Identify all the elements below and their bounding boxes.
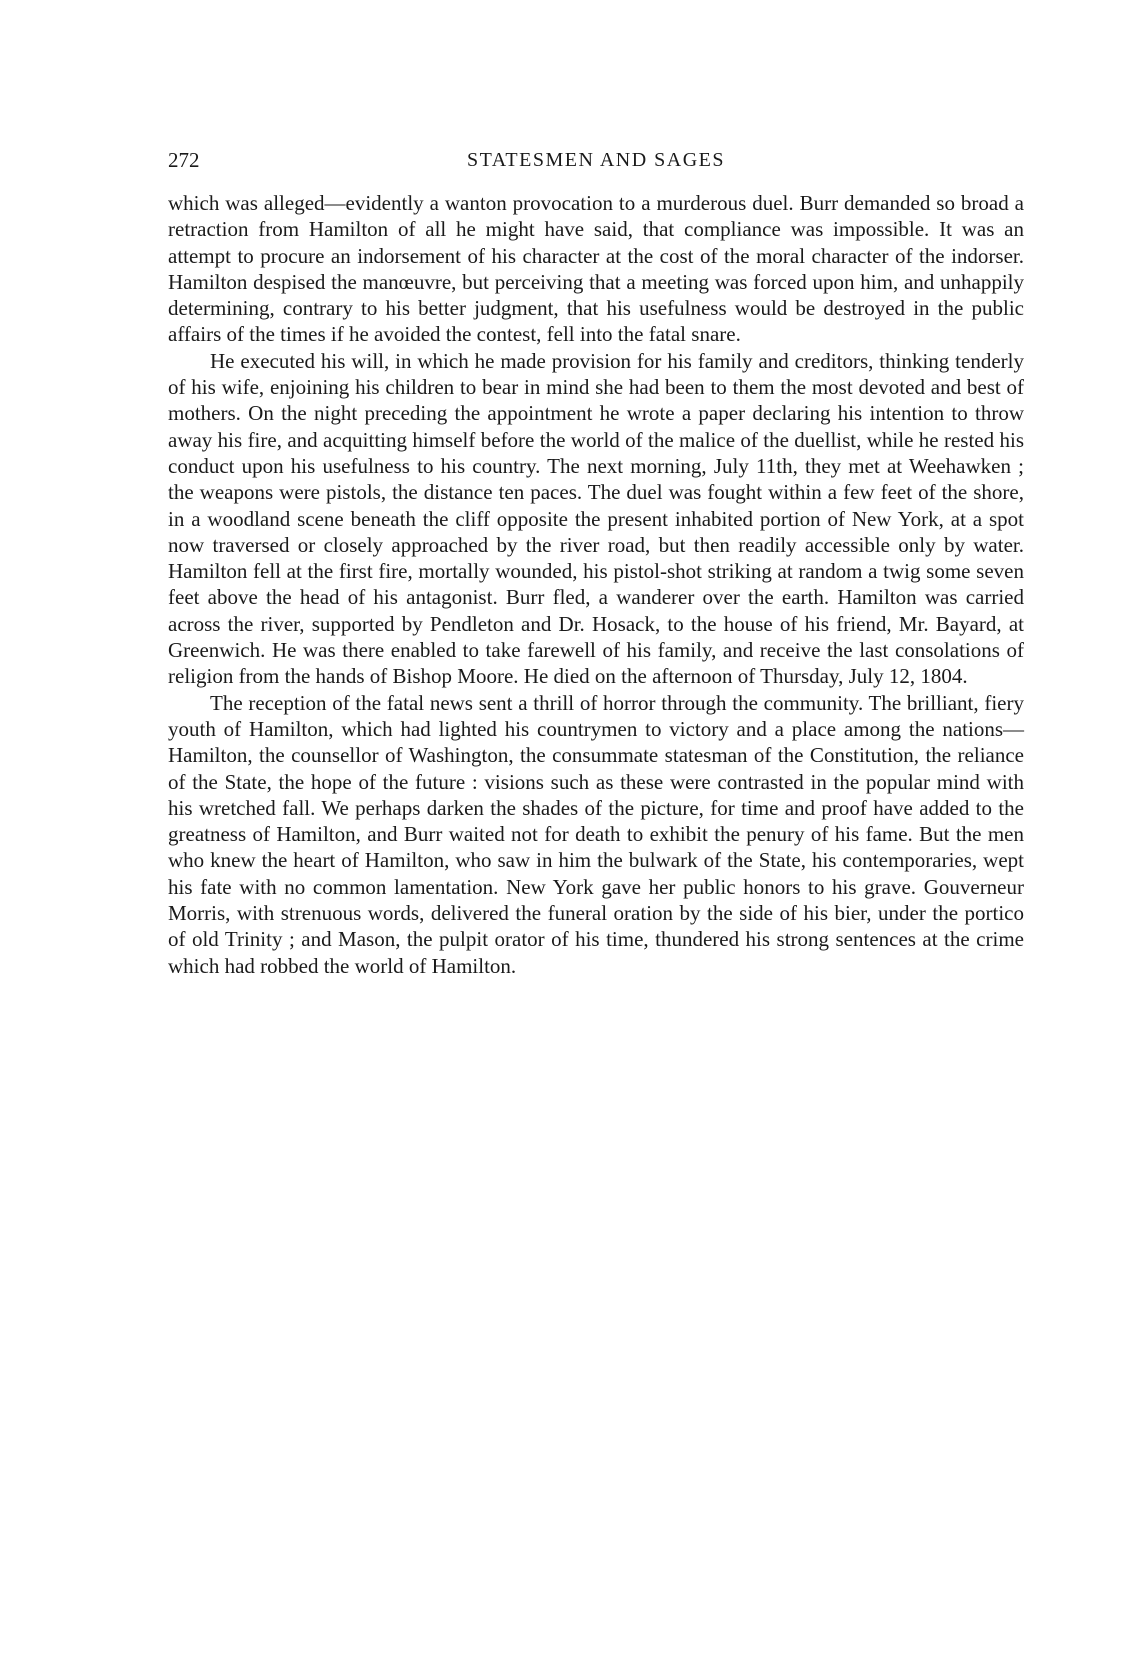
paragraph-duel: He executed his will, in which he made provision for his family and creditors, thinking tenderly of his wife, enjoining his children to bear in mind she had been to them the most devoted and best of mothers. On the night preceding the appointment he wrote a paper declaring his intention to throw away his fire, and acquitting himself before the world of the malice of the duellist, while he rested his conduct upon his usefulness to his country. The next morning, July 11th, they met at Weehawken ; the weapons were pistols, the distance ten paces. The duel was fought within a few feet of the shore, in a woodland scene beneath the cliff opposite the present inhabited portion of New York, at a spot now traversed or closely approached by the river road, but then readily accessible only by water. Hamilton fell at the first fire, mortally wounded, his pistol-shot striking at random a twig some seven feet above the head of his antagonist. Burr fled, a wanderer over the earth. Hamilton was carried across the river, supported by Pendleton and Dr. Hosack, to the house of his friend, Mr. Bayard, at Greenwich. He was there enabled to take farewell of his family, and receive the last consolations of religion from the hands of Bishop Moore. He died on the afternoon of Thursday, July 12, 1804. (168, 348, 1024, 689)
page-header (168, 140, 1024, 180)
book-page (168, 140, 1024, 979)
paragraph-continuation: which was alleged—evidently a wanton provocation to a murderous duel. Burr demanded so broad a retraction from Hamilton of all he might have said, that compliance was impossible. It was an attempt to procure an indorsement of his character at the cost of the moral character of the indorser. Hamilton despised the manœuvre, but perceiving that a meeting was forced upon him, and unhappily determining, contrary to his better judgment, that his usefulness would be destroyed in the public affairs of the times if he avoided the contest, fell into the fatal snare. (168, 191, 1024, 347)
body-text (168, 190, 1024, 979)
page-number: 272 (168, 148, 200, 172)
running-head: STATESMEN AND SAGES (466, 149, 726, 171)
paragraph-reception: The reception of the fatal news sent a thrill of horror through the community. The brilliant, fiery youth of Hamilton, which had lighted his countrymen to victory and a place among the nations—Hamilton, the counsellor of Washington, the consummate statesman of the Constitution, the reliance of the State, the hope of the future : visions such as these were contrasted in the popular mind with his wretched fall. We perhaps darken the shades of the picture, for time and proof have added to the greatness of Hamilton, and Burr waited not for death to exhibit the penury of his fame. But the men who knew the heart of Hamilton, who saw in him the bulwark of the State, his contemporaries, wept his fate with no common lamentation. New York gave her public honors to his grave. Gouverneur Morris, with strenuous words, delivered the funeral oration by the side of his bier, under the portico of old Trinity ; and Mason, the pulpit orator of his time, thundered his strong sentences at the crime which had robbed the world of Hamilton. (168, 690, 1024, 978)
